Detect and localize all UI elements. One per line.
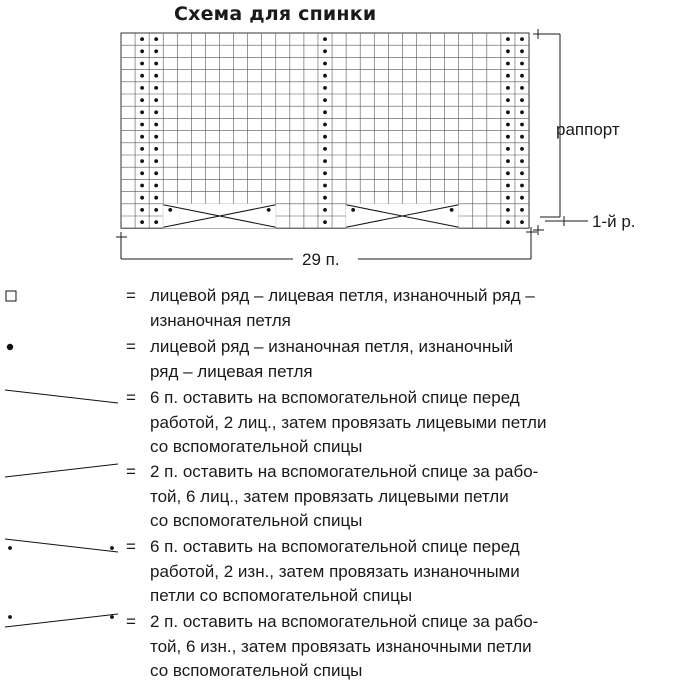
purl-dot (323, 159, 327, 163)
purl-dot (323, 62, 327, 66)
legend-description (150, 460, 680, 534)
purl-dot (506, 98, 510, 102)
legend-line: работой, 2 изн., затем провязать изнаночными (150, 561, 520, 581)
purl-dot (323, 171, 327, 175)
purl-dot (140, 220, 144, 224)
legend-equals: = (126, 388, 136, 407)
purl-dot (323, 74, 327, 78)
chart-title: Схема для спинки (174, 3, 377, 25)
legend-description (150, 335, 680, 384)
purl-dot (506, 74, 510, 78)
purl-dot (520, 86, 524, 90)
legend-line: со вспомогательной спицы (150, 437, 363, 456)
legend-line: 6 п. оставить на вспомогательной спице перед (150, 537, 520, 556)
legend-line: 2 п. оставить на вспомогательной спице за рабо- (150, 612, 539, 631)
legend-description (150, 610, 680, 684)
purl-dot (323, 49, 327, 53)
purl-dot (520, 110, 524, 114)
purl-dot (520, 37, 524, 41)
purl-dot (154, 171, 158, 175)
purl-dot (140, 196, 144, 200)
purl-dot (323, 220, 327, 224)
legend-line: со вспомогательной спицы (150, 661, 363, 680)
purl-dot (506, 220, 510, 224)
purl-dot (506, 196, 510, 200)
dotted-line-falling-icon (0, 535, 122, 560)
legend-equals: = (126, 462, 136, 481)
purl-dot (520, 208, 524, 212)
purl-dot (154, 110, 158, 114)
purl-dot (140, 110, 144, 114)
purl-dot (506, 62, 510, 66)
purl-dot (140, 62, 144, 66)
legend-description (150, 535, 680, 609)
dot-icon (0, 338, 20, 363)
legend-equals: = (126, 286, 136, 305)
purl-dot (154, 208, 158, 212)
purl-dot (323, 123, 327, 127)
purl-dot (154, 49, 158, 53)
line-rising-icon (0, 460, 122, 485)
rapport-label: раппорт (556, 120, 620, 139)
purl-dot (154, 220, 158, 224)
legend-line: 6 п. оставить на вспомогательной спице перед (150, 388, 520, 407)
knitting-chart (0, 0, 690, 275)
legend-line: лицевой ряд – лицевая петля, изнаночный ряд – (150, 286, 535, 305)
legend-line: той, 6 изн., затем провязать изнаночными петли (150, 636, 532, 656)
purl-dot (520, 184, 524, 188)
purl-dot (323, 196, 327, 200)
cable-dot (168, 208, 172, 212)
purl-dot (140, 123, 144, 127)
purl-dot (140, 37, 144, 41)
purl-dot (506, 123, 510, 127)
cable-purl-dot (351, 208, 355, 212)
purl-dot (140, 184, 144, 188)
legend-line: петли со вспомогательной спицы (150, 586, 413, 605)
purl-dot (506, 184, 510, 188)
purl-dot (520, 74, 524, 78)
purl-dot (506, 208, 510, 212)
legend-line: лицевой ряд – изнаночная петля, изнаночный (150, 337, 514, 356)
line-falling-icon (0, 386, 122, 411)
purl-dot (154, 184, 158, 188)
legend-line: той, 6 лиц., затем провязать лицевыми петли (150, 486, 509, 506)
purl-dot (520, 147, 524, 151)
purl-dot (140, 135, 144, 139)
legend-line: 2 п. оставить на вспомогательной спице за рабо- (150, 462, 539, 481)
purl-dot (520, 196, 524, 200)
legend-line: ряд – лицевая петля (150, 361, 313, 381)
purl-dot (506, 37, 510, 41)
purl-dot (520, 123, 524, 127)
purl-dot (520, 159, 524, 163)
legend-line: работой, 2 лиц., затем провязать лицевыми петли (150, 412, 547, 432)
empty-square-icon (0, 287, 20, 312)
purl-dot (154, 74, 158, 78)
purl-dot (154, 147, 158, 151)
purl-dot (506, 171, 510, 175)
purl-dot (154, 159, 158, 163)
purl-dot (506, 86, 510, 90)
purl-dot (506, 135, 510, 139)
purl-dot (506, 147, 510, 151)
purl-dot (506, 49, 510, 53)
purl-dot (506, 110, 510, 114)
first-row-label: 1-й р. (592, 212, 636, 231)
purl-dot (154, 37, 158, 41)
purl-dot (140, 147, 144, 151)
legend-line: изнаночная петля (150, 310, 291, 330)
legend-description (150, 386, 680, 460)
purl-dot (140, 74, 144, 78)
purl-dot (520, 220, 524, 224)
legend-equals: = (126, 537, 136, 556)
purl-dot (154, 62, 158, 66)
purl-dot (323, 110, 327, 114)
purl-dot (140, 86, 144, 90)
purl-dot (520, 98, 524, 102)
purl-dot (140, 98, 144, 102)
width-label: 29 п. (302, 250, 340, 269)
purl-dot (520, 135, 524, 139)
purl-dot (323, 147, 327, 151)
purl-dot (506, 159, 510, 163)
legend-equals: = (126, 337, 136, 356)
purl-dot (140, 171, 144, 175)
purl-dot (520, 49, 524, 53)
purl-dot (323, 208, 327, 212)
purl-dot (323, 86, 327, 90)
purl-dot (323, 184, 327, 188)
purl-dot (323, 37, 327, 41)
cable-dot (267, 208, 271, 212)
purl-dot (154, 196, 158, 200)
legend-line: со вспомогательной спицы (150, 511, 363, 530)
purl-dot (520, 62, 524, 66)
purl-dot (154, 123, 158, 127)
purl-dot (154, 135, 158, 139)
dotted-line-rising-icon (0, 610, 122, 635)
purl-dot (140, 208, 144, 212)
purl-dot (520, 171, 524, 175)
purl-dot (323, 98, 327, 102)
purl-dot (154, 98, 158, 102)
legend-equals: = (126, 612, 136, 631)
purl-dot (154, 86, 158, 90)
cable-purl-dot (450, 208, 454, 212)
purl-dot (140, 49, 144, 53)
purl-dot (323, 135, 327, 139)
legend-description (150, 284, 680, 333)
purl-dot (140, 159, 144, 163)
